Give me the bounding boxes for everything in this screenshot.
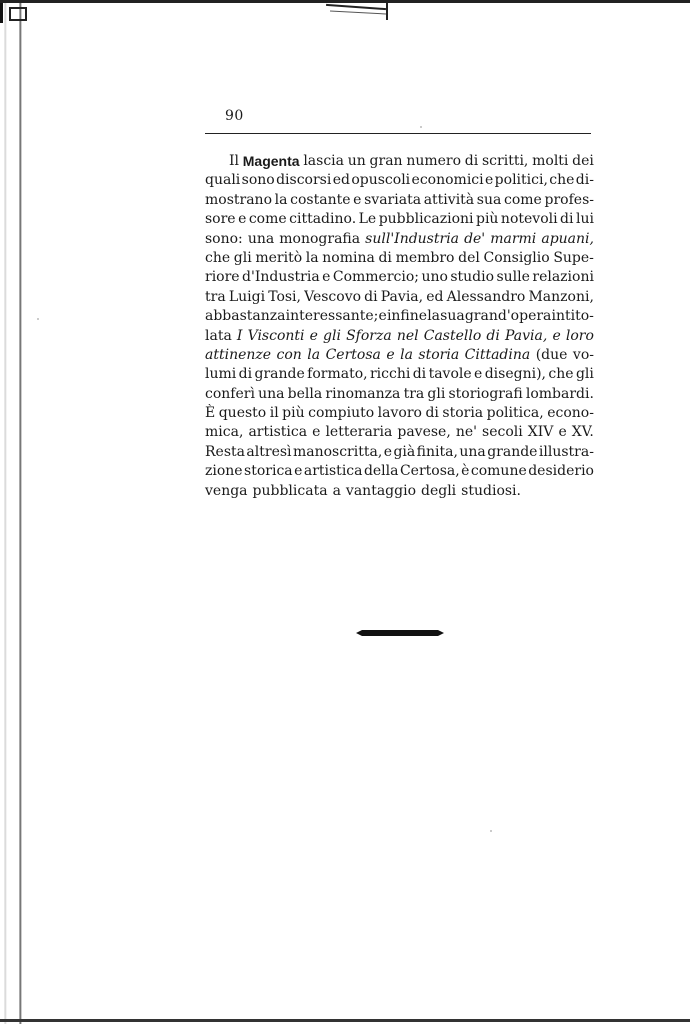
paragraph-line: riore d'Industria e Commercio; uno studio sulle relazioni: [205, 269, 594, 286]
paragraph-line: mostrano la costante e svariata attività sua come profes-: [205, 191, 594, 208]
paragraph-line: abbastanza interessante; e infine la sua grand'opera intito-: [205, 308, 594, 325]
paragraph-line: attinenze con la Certosa e la storia Cittadina (due vo-: [205, 346, 594, 363]
paragraph-line: Resta altresì manoscritta, e già finita, una grande illustra-: [205, 443, 594, 460]
paragraph-line: Il Magenta lascia un gran numero di scritti, molti dei: [229, 153, 594, 169]
scan-speck: [490, 830, 492, 832]
page-number: 90: [225, 108, 244, 124]
scan-top-mark: [326, 0, 392, 24]
paragraph-line: venga pubblicata a vantaggio degli studiosi.: [205, 482, 521, 499]
binding-edge: [0, 0, 22, 1024]
scan-speck: [37, 318, 39, 320]
scan-speck: [420, 126, 422, 128]
paragraph-line: che gli meritò la nomina di membro del Consiglio Supe-: [205, 249, 594, 266]
paragraph-line: quali sono discorsi ed opuscoli economici e politici, che di-: [205, 172, 594, 189]
paragraph-line: mica, artistica e letteraria pavese, ne' secoli XIV e XV.: [205, 424, 594, 441]
paragraph-line: lata I Visconti e gli Sforza nel Castello di Pavia, e loro: [205, 327, 594, 344]
paragraph-line: lumi di grande formato, ricchi di tavole e disegni), che gli: [205, 366, 594, 383]
end-ornament-rule: [356, 630, 444, 636]
paragraph-line: sono: una monografia sull'Industria de' marmi apuani,: [205, 230, 594, 247]
paragraph-line: È questo il più compiuto lavoro di storia politica, econo-: [205, 405, 594, 422]
paragraph-line: sore e come cittadino. Le pubblicazioni più notevoli di lui: [205, 211, 594, 228]
paragraph-line: zione storica e artistica della Certosa, è comune desiderio: [205, 463, 594, 480]
scan-bottom-border: [0, 1019, 690, 1022]
paragraph-line: tra Luigi Tosi, Vescovo di Pavia, ed Alessandro Manzoni,: [205, 288, 594, 305]
scan-corner-mark: [0, 0, 27, 23]
paragraph-line: conferì una bella rinomanza tra gli storiografi lombardi.: [205, 385, 594, 402]
paragraph: [205, 152, 594, 501]
header-rule: [205, 133, 591, 134]
